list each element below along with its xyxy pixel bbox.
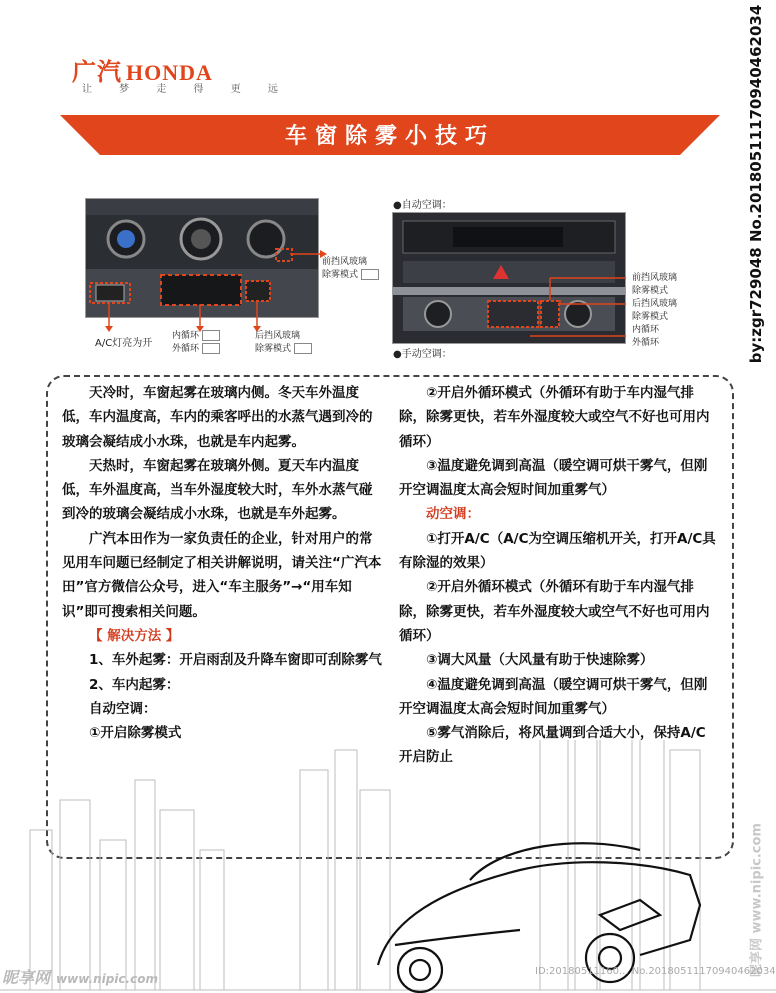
manual-step-1: ①打开A/C（A/C为空调压缩机开关，打开A/C具有除湿的效果） <box>399 530 716 572</box>
callout-ac-light: A/C灯亮为开 <box>95 338 153 349</box>
callout-circulation: 内循环 外循环 <box>172 330 220 356</box>
manual-step-4: ④温度避免调到高温（暖空调可烘干雾气，但刚开空调温度太高会短时间加重雾气） <box>399 676 708 717</box>
manual-step-2: ②开启外循环模式（外循环有助于车内湿气排除，除雾更快，若车外湿度较大或空气不好也可用内循环） <box>399 579 710 644</box>
callout-front-defrost: 前挡风玻璃 除雾模式 <box>322 256 379 282</box>
paragraph-cold-weather: 天冷时，车窗起雾在玻璃内侧。冬天车外温度低，车内温度高，车内的乘客呼出的水蒸气遇到冷的玻璃会凝结成小水珠，也就是车内起雾。 <box>62 385 373 450</box>
manual-step-5: ⑤雾气消除后，将风量调到合适大小，保持A/C开启防止 <box>399 725 706 766</box>
watermark-bottom-left: 昵享网 www.nipic.com <box>2 968 158 987</box>
auto-step-1: ①开启除雾模式 <box>89 725 182 742</box>
defrost-icon <box>361 269 379 280</box>
callout-rear-defrost: 后挡风玻璃 除雾模式 <box>255 330 312 356</box>
brand-slogan: 让 梦 走 得 更 远 <box>82 84 290 95</box>
brand-logo <box>72 52 290 95</box>
left-column <box>62 381 384 745</box>
auto-step-3: ③温度避免调到高温（暖空调可烘干雾气，但刚开空调温度太高会短时间加重雾气） <box>399 457 708 499</box>
vertical-id-text: by:zgr729048 No.20180511170940462034 <box>747 4 765 364</box>
watermark-right-vertical: 昵享网 www.nipic.com <box>749 823 765 977</box>
label-manual-ac: ●手动空调： <box>393 349 452 360</box>
solutions-heading: 【 解决方法 】 <box>89 627 180 644</box>
solution-interior-fog: 2、车内起雾： <box>89 676 180 693</box>
manual-ac-heading: 动空调： <box>426 506 480 523</box>
paragraph-hot-weather: 天热时，车窗起雾在玻璃外侧。夏天车内温度低，车外温度高，当车外湿度较大时，车外水蒸气碰到冷的玻璃会凝结成小水珠，也就是车外起雾。 <box>62 457 373 523</box>
solution-exterior-fog: 1、车外起雾：开启雨刮及升降车窗即可刮除雾气 <box>89 652 382 669</box>
right-column <box>399 381 717 770</box>
external-circulation-icon <box>202 343 220 354</box>
right-callout-lines <box>530 270 640 355</box>
watermark-bottom-id: ID:20180511160... No.20180511170940462034 <box>535 966 776 977</box>
right-callout-labels: 前挡风玻璃 除雾模式 后挡风玻璃 除雾模式 内循环 外循环 <box>632 273 678 348</box>
internal-circulation-icon <box>202 330 220 341</box>
brand-cn: 广汽 <box>72 58 122 86</box>
page-title: 车窗除雾小技巧 <box>284 124 495 149</box>
brand-en: HONDA <box>126 60 213 85</box>
label-auto-ac: ●自动空调： <box>393 200 452 211</box>
rear-defrost-icon <box>294 343 312 354</box>
title-banner <box>60 115 720 155</box>
auto-ac-heading: 自动空调： <box>89 700 157 717</box>
paragraph-company-note: 广汽本田作为一家负责任的企业，针对用户的常见用车问题已经制定了相关讲解说明，请关注“广汽本田”官方微信公众号，进入“车主服务”→“用车知识”即可搜索相关问题。 <box>62 530 382 620</box>
manual-step-3: ③调大风量（大风量有助于快速除雾） <box>426 652 654 669</box>
auto-step-2: ②开启外循环模式（外循环有助于车内湿气排除，除雾更快，若车外湿度较大或空气不好也可用内循环） <box>399 385 710 450</box>
